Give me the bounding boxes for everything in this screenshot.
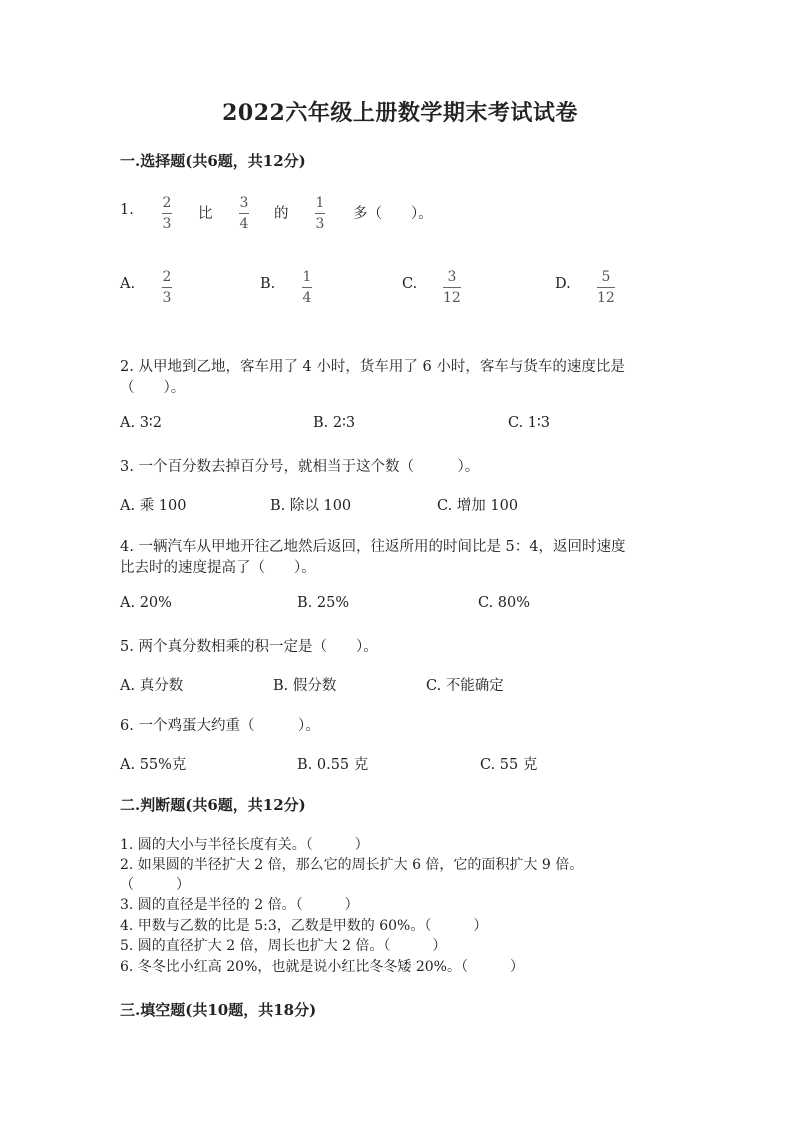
fraction-numerator: 2 [162, 195, 172, 211]
option: C. 增加 100 [437, 498, 519, 514]
option-label: A. [120, 276, 136, 292]
fraction-bar [302, 287, 312, 288]
page-title: 2022六年级上册数学期末考试试卷 [222, 100, 578, 126]
section-heading-judgement: 二.判断题(共6题，共12分) [120, 796, 306, 814]
judgement-item: 4. 甲数与乙数的比是 5:3，乙数是甲数的 60%。（ ） [120, 918, 488, 934]
fraction-numerator: 5 [601, 269, 611, 285]
option: B. 0.55 克 [297, 757, 369, 773]
judgement-item: （ ） [120, 877, 190, 893]
option-fraction [302, 270, 312, 305]
fraction-numerator: 3 [239, 195, 249, 211]
question-text: （ ）。 [120, 380, 186, 396]
question-text: 比去时的速度提高了（ ）。 [120, 560, 316, 576]
fraction-bar [315, 213, 325, 214]
option: C. 不能确定 [426, 678, 504, 694]
option: C. 55 克 [480, 757, 538, 773]
option-label: C. [402, 276, 418, 292]
option-fraction [597, 270, 615, 305]
fraction-bar [162, 213, 172, 214]
judgement-item: 3. 圆的直径是半径的 2 倍。（ ） [120, 897, 359, 913]
question-text: 3. 一个百分数去掉百分号，就相当于这个数（ ）。 [120, 459, 480, 475]
option: C. 80% [478, 595, 531, 611]
question-number: 1. [120, 202, 134, 218]
fraction-denominator: 3 [162, 216, 172, 232]
option: A. 55%克 [120, 757, 187, 773]
question-text: 4. 一辆汽车从甲地开往乙地然后返回，往返所用的时间比是 5：4，返回时速度 [120, 539, 626, 555]
fraction-bar [597, 287, 615, 288]
question-text: 的 [274, 206, 289, 222]
option-label: D. [555, 276, 571, 292]
fraction-numerator: 3 [447, 269, 457, 285]
question-text: 6. 一个鸡蛋大约重（ ）。 [120, 718, 320, 734]
fraction-denominator: 3 [315, 216, 325, 232]
fraction-denominator: 12 [597, 290, 615, 306]
option: B. 2∶3 [313, 415, 356, 431]
question-text: 比 [198, 206, 213, 222]
fraction-2-3 [162, 196, 172, 231]
fraction-numerator: 1 [315, 195, 325, 211]
fraction-denominator: 3 [162, 290, 172, 306]
fraction-numerator: 1 [302, 269, 312, 285]
option-label: B. [260, 276, 276, 292]
option: B. 假分数 [273, 678, 337, 694]
option: B. 25% [297, 595, 350, 611]
section-heading-fill-in: 三.填空题(共10题，共18分) [120, 1001, 317, 1019]
fraction-3-4 [239, 196, 249, 231]
judgement-item: 2. 如果圆的半径扩大 2 倍，那么它的周长扩大 6 倍，它的面积扩大 9 倍。 [120, 857, 584, 873]
fraction-denominator: 4 [302, 290, 312, 306]
option: A. 20% [120, 595, 172, 611]
judgement-item: 5. 圆的直径扩大 2 倍，周长也扩大 2 倍。（ ） [120, 938, 447, 954]
fraction-numerator: 2 [162, 269, 172, 285]
option: A. 真分数 [120, 678, 184, 694]
option-fraction [162, 270, 172, 305]
option: A. 3∶2 [120, 415, 162, 431]
fraction-bar [239, 213, 249, 214]
option: A. 乘 100 [120, 498, 187, 514]
fraction-bar [162, 287, 172, 288]
question-text: 5. 两个真分数相乘的积一定是（ ）。 [120, 639, 378, 655]
judgement-item: 6. 冬冬比小红高 20%，也就是说小红比冬冬矮 20%。（ ） [120, 959, 524, 975]
option: C. 1∶3 [508, 415, 551, 431]
option-fraction [443, 270, 461, 305]
section-heading-choice: 一.选择题(共6题，共12分) [120, 152, 306, 170]
question-text: 2. 从甲地到乙地，客车用了 4 小时，货车用了 6 小时，客车与货车的速度比是 [120, 359, 625, 375]
question-text: 多（ ）。 [353, 206, 433, 222]
judgement-item: 1. 圆的大小与半径长度有关。（ ） [120, 837, 369, 853]
fraction-1-3 [315, 196, 325, 231]
option: B. 除以 100 [270, 498, 352, 514]
fraction-bar [443, 287, 461, 288]
fraction-denominator: 12 [443, 290, 461, 306]
fraction-denominator: 4 [239, 216, 249, 232]
